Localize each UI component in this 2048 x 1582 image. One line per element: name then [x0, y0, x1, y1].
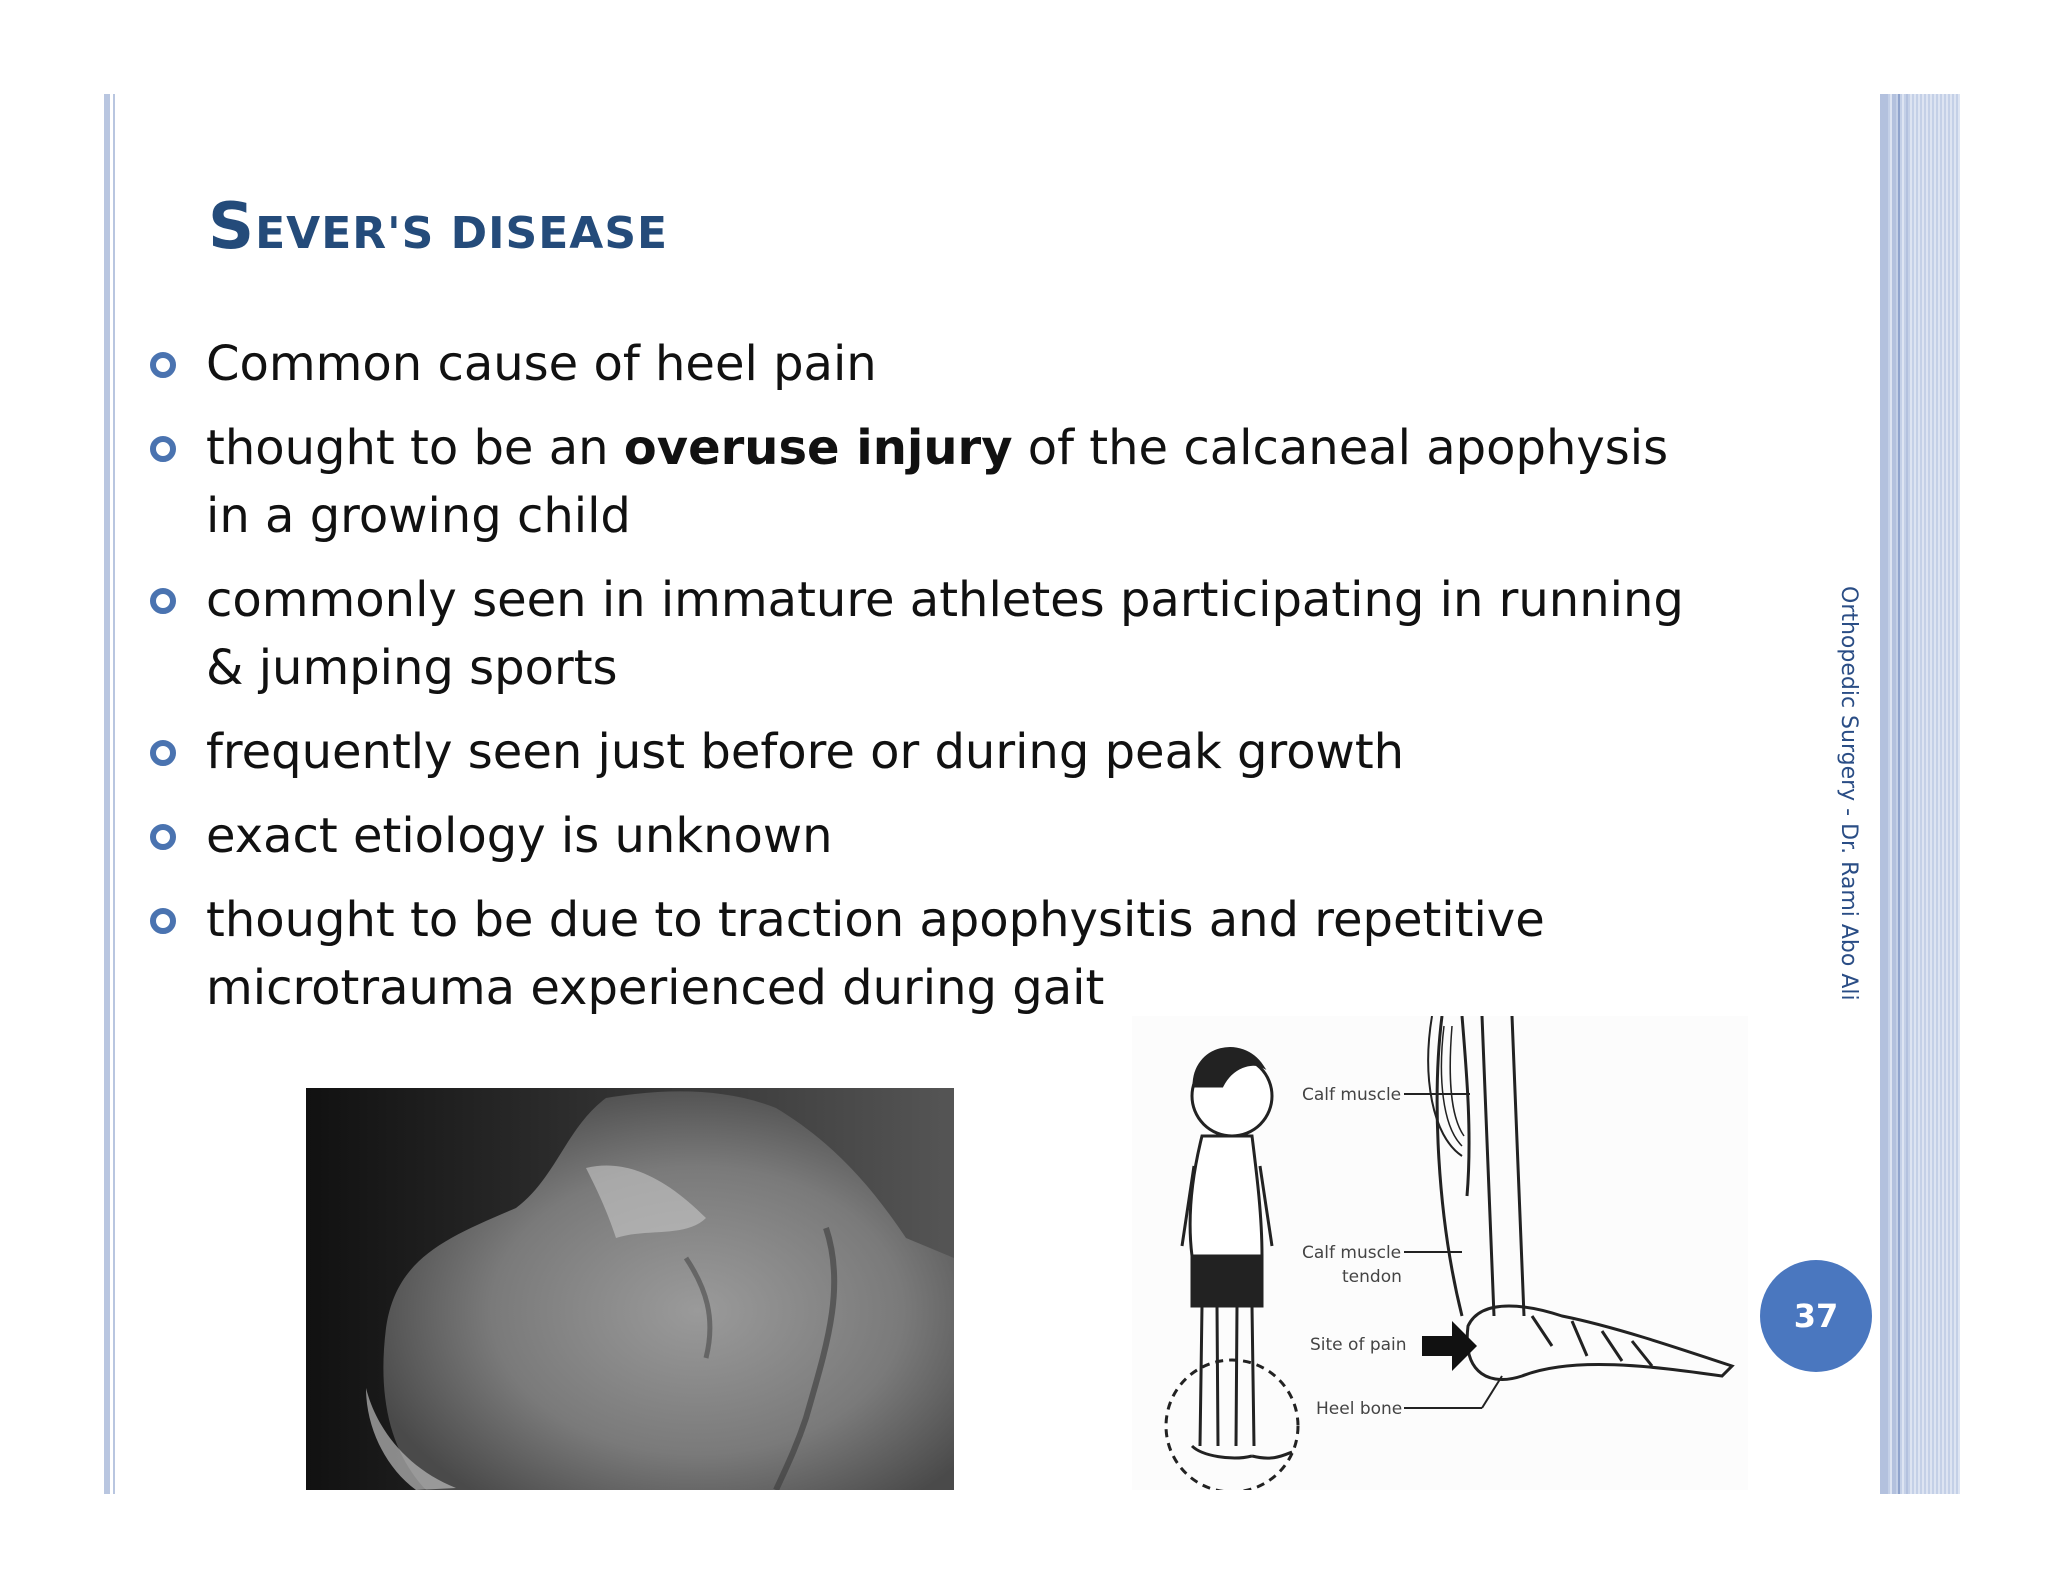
left-border-line — [113, 94, 115, 1494]
bullet-text: frequently seen just before or during peak growth — [206, 724, 1405, 780]
bullet-text: Common cause of heel pain — [206, 336, 877, 392]
right-band-line — [1906, 94, 1908, 1494]
bullet-item — [150, 718, 1710, 786]
side-footer-text: Orthopedic Surgery - Dr. Rami Abo Ali — [1836, 586, 1861, 1001]
bullet-item — [150, 802, 1710, 870]
label-heel-bone: Heel bone — [1316, 1399, 1403, 1419]
label-calf-tendon-1: Calf muscle — [1302, 1243, 1402, 1263]
bullet-text: of the calcaneal apophysis in a growing child — [206, 420, 1669, 544]
bullet-text: thought to be due to traction apophysitis and repetitive microtrauma experienced during gait — [206, 892, 1545, 1016]
bullet-item — [150, 414, 1710, 550]
bullet-circle-icon — [150, 824, 176, 850]
xray-image — [306, 1088, 954, 1490]
bullet-list — [150, 330, 1710, 1038]
title-rest: EVER'S DISEASE — [255, 208, 669, 259]
bullet-text: exact etiology is unknown — [206, 808, 833, 864]
bullet-text: thought to be an — [206, 420, 624, 476]
heel-anatomy-diagram — [1132, 1016, 1748, 1490]
bullet-text: commonly seen in immature athletes participating in running & jumping sports — [206, 572, 1684, 696]
bullet-item — [150, 330, 1710, 398]
right-band-line — [1892, 94, 1896, 1494]
label-calf-tendon-2: tendon — [1342, 1267, 1402, 1287]
bullet-circle-icon — [150, 740, 176, 766]
left-border-bar — [104, 94, 110, 1494]
label-calf-muscle: Calf muscle — [1302, 1085, 1402, 1105]
right-band-line — [1880, 94, 1888, 1494]
bullet-circle-icon — [150, 436, 176, 462]
anatomy-graphic — [1132, 1016, 1748, 1490]
xray-graphic — [306, 1088, 954, 1490]
bullet-bold-text: overuse injury — [623, 420, 1013, 476]
page-number-badge: 37 — [1760, 1260, 1872, 1372]
right-band-line — [1898, 94, 1900, 1494]
bullet-item — [150, 886, 1710, 1022]
bullet-item — [150, 566, 1710, 702]
slide-title — [208, 190, 668, 264]
bullet-circle-icon — [150, 588, 176, 614]
bullet-circle-icon — [150, 908, 176, 934]
title-initial: S — [208, 190, 256, 264]
label-site-of-pain: Site of pain — [1310, 1335, 1407, 1355]
bullet-circle-icon — [150, 352, 176, 378]
